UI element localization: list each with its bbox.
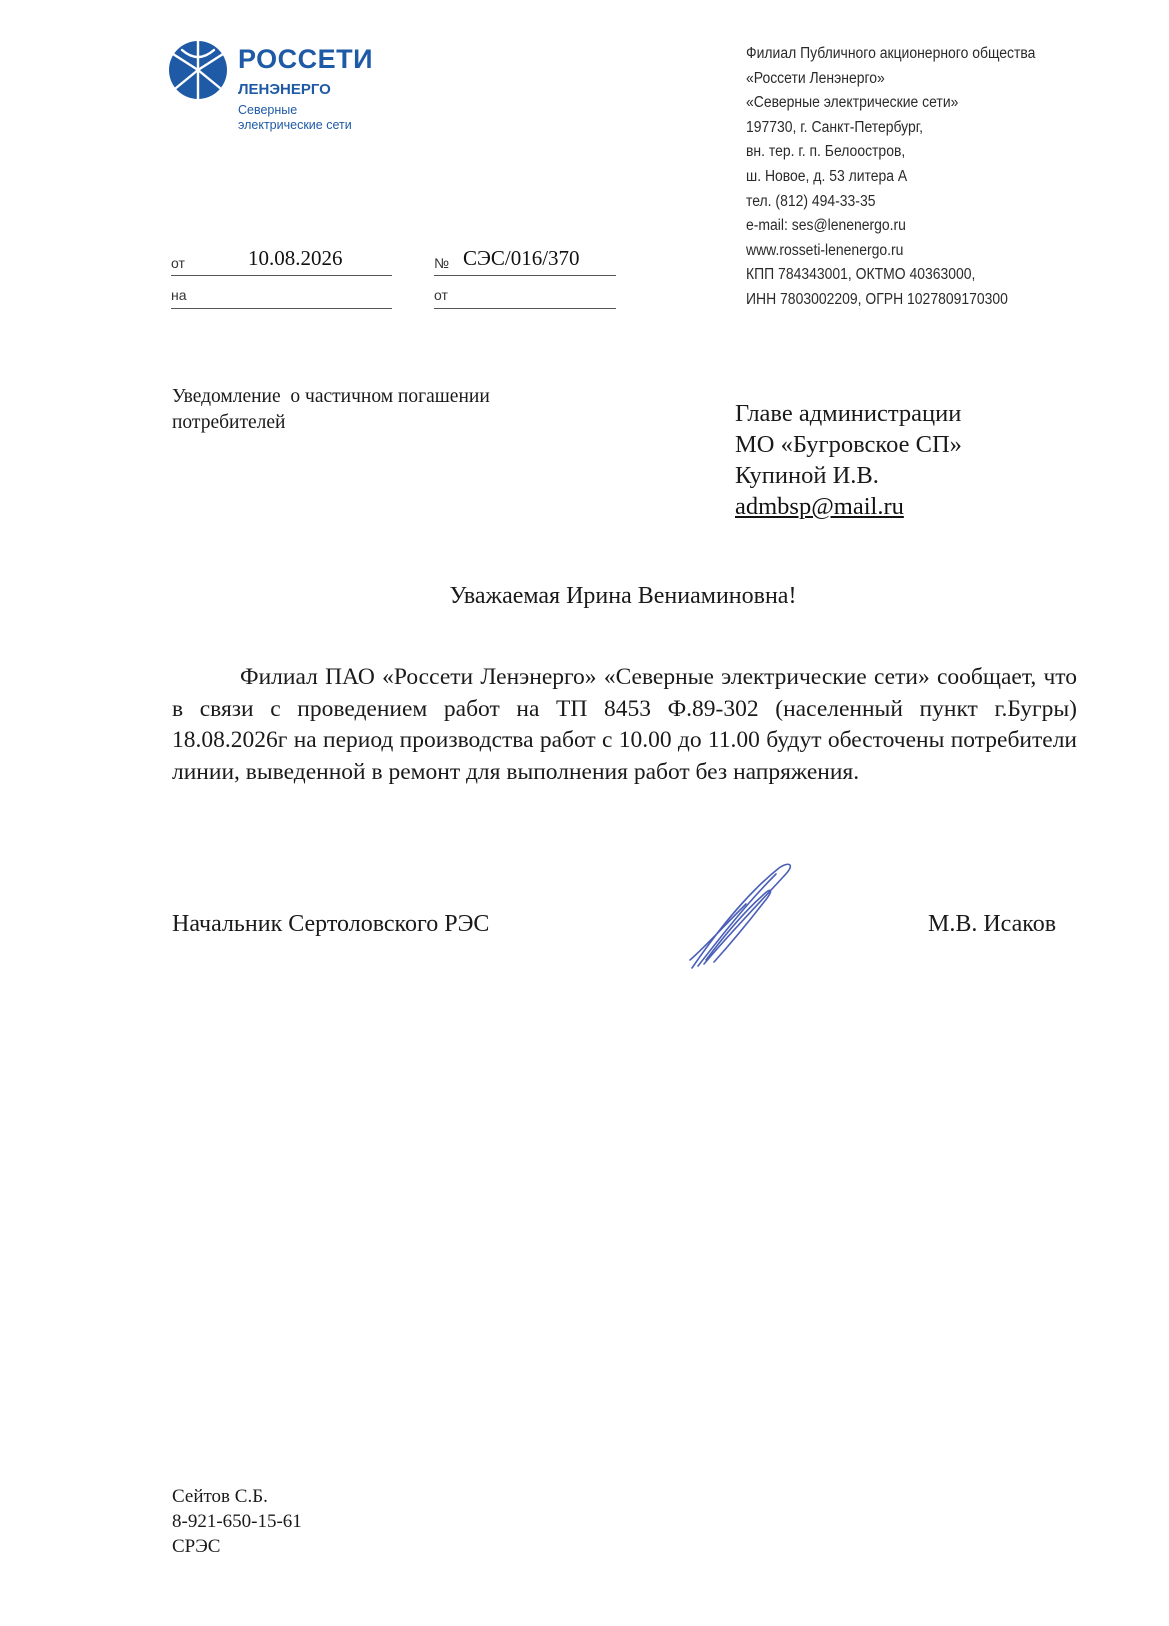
subject-line2: потребителей <box>172 412 286 433</box>
org-info-line: 197730, г. Санкт-Петербург, <box>746 118 924 136</box>
org-info-line: e-mail: ses@lenenergo.ru <box>746 217 906 235</box>
date-underline <box>171 275 392 276</box>
org-info-line: тел. (812) 494-33-35 <box>746 192 876 210</box>
subject-line1: Уведомление о частичном погашении <box>172 386 490 407</box>
number-underline <box>434 275 616 276</box>
executor-name: Сейтов С.Б. <box>172 1486 268 1507</box>
handwritten-signature-icon <box>684 856 804 976</box>
org-info-line: «Северные электрические сети» <box>746 94 959 112</box>
reply-date-label: от <box>434 287 448 303</box>
reply-underline <box>171 308 392 309</box>
addressee-line1: Главе администрации <box>735 400 962 427</box>
document-date: 10.08.2026 <box>248 246 343 270</box>
org-info-line: «Россети Ленэнерго» <box>746 69 885 87</box>
rosseti-logo-icon <box>168 40 228 100</box>
reply-label: на <box>171 287 187 303</box>
logo-wordmark: РОССЕТИ <box>238 44 374 74</box>
number-label: № <box>434 255 450 271</box>
signatory-title: Начальник Сертоловского РЭС <box>172 911 490 937</box>
addressee-block <box>735 398 962 522</box>
org-info-line: Филиал Публичного акционерного общества <box>746 45 1036 62</box>
executor-department: СРЭС <box>172 1536 221 1557</box>
org-info-line: ш. Новое, д. 53 литера А <box>746 167 908 185</box>
letter-subject <box>172 384 592 436</box>
org-info-line: вн. тер. г. п. Белоостров, <box>746 143 906 161</box>
addressee-email-link[interactable]: admbsp@mail.ru <box>735 493 904 520</box>
logo-subbrand: ЛЕНЭНЕРГО <box>238 81 331 98</box>
org-info-line: КПП 784343001, ОКТМО 40363000, <box>746 266 976 284</box>
letter-body: Филиал ПАО «Россети Ленэнерго» «Северные электрические сети» сообщает, что в связи с проведением работ на ТП 8453 Ф.89-302 (населенный пункт г.Бугры) 18.08.2026г на период производства работ с 10.00 до 11.00 будут обесточены потребители линии, выведенной в ремонт для выполнения работ без напряжения. <box>172 664 1077 785</box>
org-info-line: ИНН 7803002209, ОГРН 1027809170300 <box>746 290 1008 308</box>
document-number: СЭС/016/370 <box>463 246 580 270</box>
logo-branch-line2: электрические сети <box>238 118 352 132</box>
executor-phone: 8-921-650-15-61 <box>172 1511 302 1532</box>
reply-date-underline <box>434 308 616 309</box>
addressee-line2: МО «Бугровское СП» <box>735 431 962 458</box>
date-label: от <box>171 255 185 271</box>
logo-branch <box>238 103 378 133</box>
organization-info <box>746 42 1070 313</box>
signatory-name: М.В. Исаков <box>928 911 1057 937</box>
addressee-line3: Купиной И.В. <box>735 462 879 489</box>
org-info-line: www.rosseti-lenenergo.ru <box>746 241 904 259</box>
greeting: Уважаемая Ирина Вениаминовна! <box>449 583 797 609</box>
logo-branch-line1: Северные <box>238 103 298 117</box>
executor-info <box>172 1484 302 1559</box>
